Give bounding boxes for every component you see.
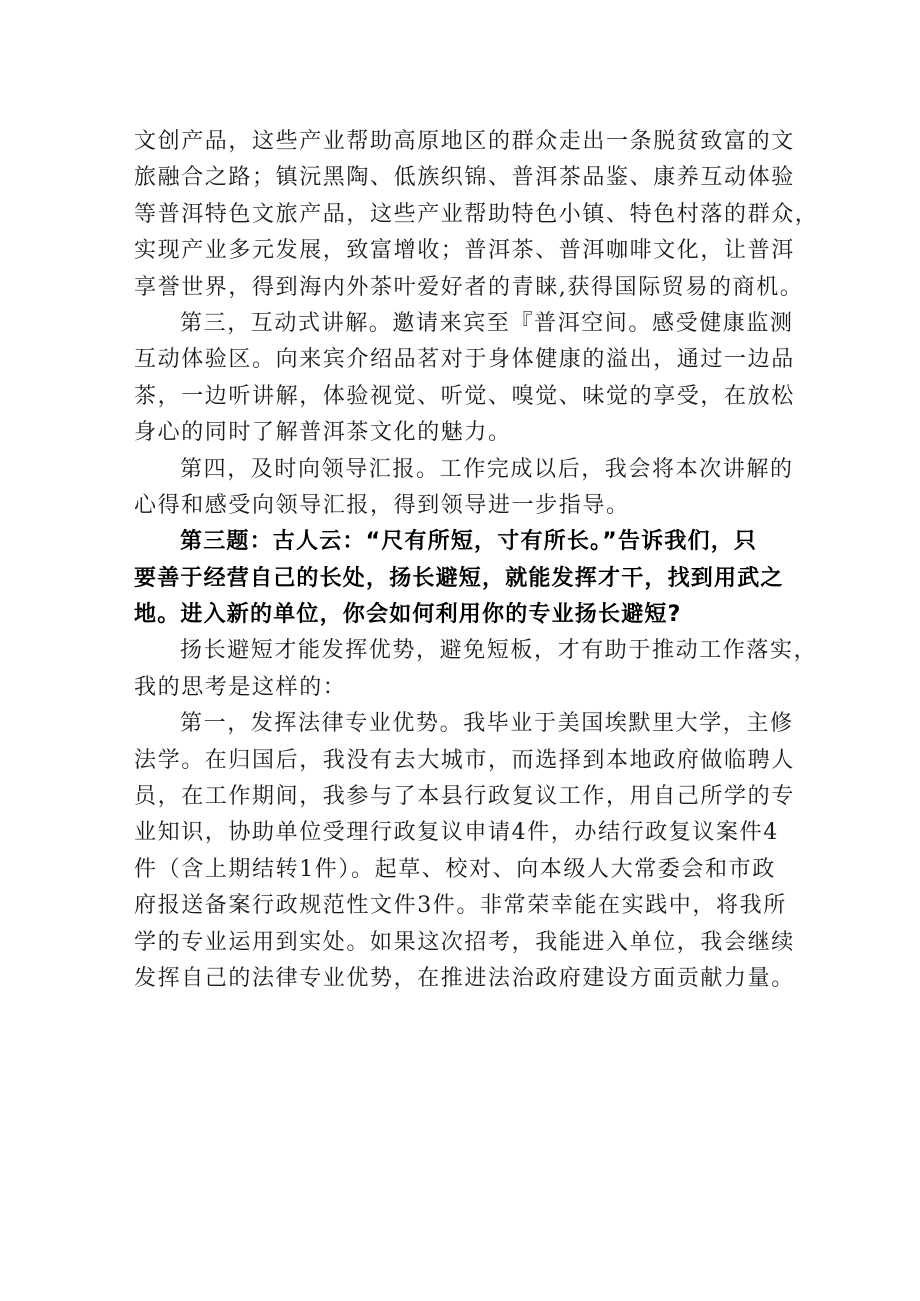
text-line: 茶，一边听讲解，体验视觉、听觉、嗅觉、味觉的享受，在放松	[134, 383, 795, 409]
text-line: 实现产业多元发展，致富增收；普洱茶、普洱咖啡文化，让普洱	[134, 238, 795, 264]
question-heading-line: 地。进入新的单位，你会如何利用你的专业扬长避短?	[134, 602, 682, 628]
text-line: 第四，及时向领导汇报。工作完成以后，我会将本次讲解的	[180, 456, 794, 482]
text-line: 员，在工作期间，我参与了本县行政复议工作，用自己所学的专	[134, 784, 795, 810]
text-line: 第一，发挥法律专业优势。我毕业于美国埃默里大学，主修	[180, 711, 794, 737]
text-line: 扬长避短才能发挥优势，避免短板，才有助于推动工作落实，	[180, 638, 818, 664]
text-line: 第三，互动式讲解。邀请来宾至『普洱空间。感受健康监测	[180, 310, 794, 336]
text-line: 等普洱特色文旅产品，这些产业帮助特色小镇、特色村落的群众，	[134, 201, 819, 227]
text-line: 业知识，协助单位受理行政复议申请4件，办结行政复议案件4	[134, 820, 779, 846]
text-line: 法学。在归国后，我没有去大城市，而选择到本地政府做临聘人	[134, 747, 795, 773]
text-line: 互动体验区。向来宾介绍品茗对于身体健康的溢出，通过一边品	[134, 347, 795, 373]
text-line: 学的专业运用到实处。如果这次招考，我能进入单位，我会继续	[134, 929, 795, 955]
question-heading-line: 要善于经营自己的长处，扬长避短，就能发挥才干，找到用武之	[134, 565, 784, 591]
text-line: 心得和感受向领导汇报，得到领导进一步指导。	[134, 492, 630, 518]
text-line: 文创产品，这些产业帮助高原地区的群众走出一条脱贫致富的文	[134, 129, 795, 154]
text-line: 身心的同时了解普洱茶文化的魅力。	[134, 420, 512, 446]
text-line: 我的思考是这样的：	[134, 674, 347, 700]
text-line: 府报送备案行政规范性文件3件。非常荣幸能在实践中，将我所	[134, 893, 787, 919]
text-line: 享誉世界，得到海内外茶叶爱好者的青睐,获得国际贸易的商机。	[134, 274, 804, 300]
text-line: 件（含上期结转1件）。起草、校对、向本级人大常委会和市政	[134, 856, 776, 882]
text-line: 发挥自己的法律专业优势，在推进法治政府建设方面贡献力量。	[134, 965, 795, 991]
question-heading-line: 第三题：古人云：“尺有所短，寸有所长。”告诉我们，只	[180, 529, 758, 555]
text-line: 旅融合之路；镇沅黑陶、低族织锦、普洱茶品鉴、康养互动体验	[134, 165, 795, 191]
document-body	[134, 124, 819, 997]
